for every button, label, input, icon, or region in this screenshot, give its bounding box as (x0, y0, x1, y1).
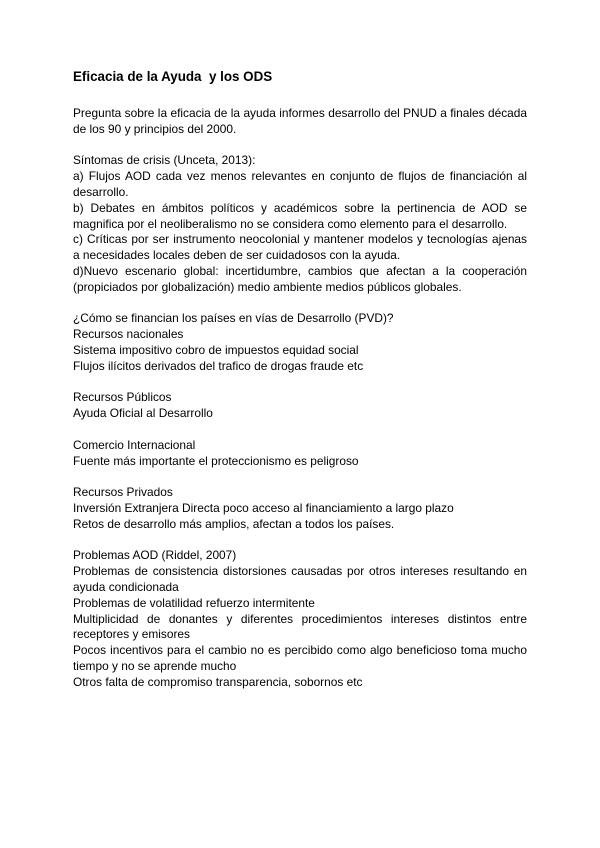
document-body (73, 106, 527, 690)
crisis-item: d)Nuevo escenario global: incertidumbre, cambios que afectan a la cooperación (propiciados por globalización) medio ambiente medios públicos globales. (73, 263, 527, 294)
pvd-question: ¿Cómo se financian los países en vías de Desarrollo (PVD)? (73, 311, 394, 326)
pvd-line: Recursos nacionales (73, 327, 184, 342)
problemas-item: Pocos incentivos para el cambio no es percibido como algo beneficioso toma mucho tiempo y no se aprende mucho (73, 643, 527, 673)
pvd-line: Sistema impositivo cobro de impuestos equidad social (73, 342, 359, 357)
crisis-item: c) Críticas por ser instrumento neocolonial y mantener modelos y tecnologías ajenas a necesidades locales deben de ser cuidadosos con la ayuda. (73, 232, 527, 263)
pvd-section (73, 311, 527, 374)
document-title: Eficacia de la Ayuda y los ODS (73, 69, 273, 84)
problemas-item: Otros falta de compromiso transparencia, sobornos etc (73, 674, 363, 689)
privados-line: Inversión Extranjera Directa poco acceso al financiamiento a largo plazo (73, 500, 454, 515)
crisis-item: a) Flujos AOD cada vez menos relevantes en conjunto de flujos de financiación al desarrollo. (73, 169, 527, 199)
problemas-item: Multiplicidad de donantes y diferentes procedimientos intereses distintos entre receptores y emisores (73, 611, 527, 642)
comercio-section (73, 438, 527, 470)
publicos-heading: Recursos Públicos (73, 390, 172, 405)
crisis-item: b) Debates en ámbitos políticos y académicos sobre la pertinencia de AOD se magnifica por el neoliberalismo no se considera como elemento para el desarrollo. (73, 200, 527, 231)
publicos-section (73, 390, 527, 422)
problemas-item: Problemas de consistencia distorsiones causadas por otros intereses resultando en ayuda condicionada (73, 564, 527, 594)
intro-paragraph: Pregunta sobre la eficacia de la ayuda informes desarrollo del PNUD a finales década de los 90 y principios del 2000. (73, 106, 527, 136)
publicos-line: Ayuda Oficial al Desarrollo (73, 406, 213, 421)
privados-line: Retos de desarrollo más amplios, afectan a todos los países. (73, 516, 395, 531)
crisis-heading: Síntomas de crisis (Unceta, 2013): (73, 153, 256, 168)
comercio-heading: Comercio Internacional (73, 437, 196, 452)
pvd-line: Flujos ilícitos derivados del trafico de drogas fraude etc (73, 358, 364, 373)
problemas-heading: Problemas AOD (Riddel, 2007) (73, 548, 237, 563)
crisis-section (73, 153, 527, 295)
problemas-item: Problemas de volatilidad refuerzo intermitente (73, 595, 315, 610)
privados-section (73, 485, 527, 532)
privados-heading: Recursos Privados (73, 485, 173, 500)
comercio-line: Fuente más importante el proteccionismo es peligroso (73, 453, 359, 468)
problemas-section (73, 548, 527, 690)
